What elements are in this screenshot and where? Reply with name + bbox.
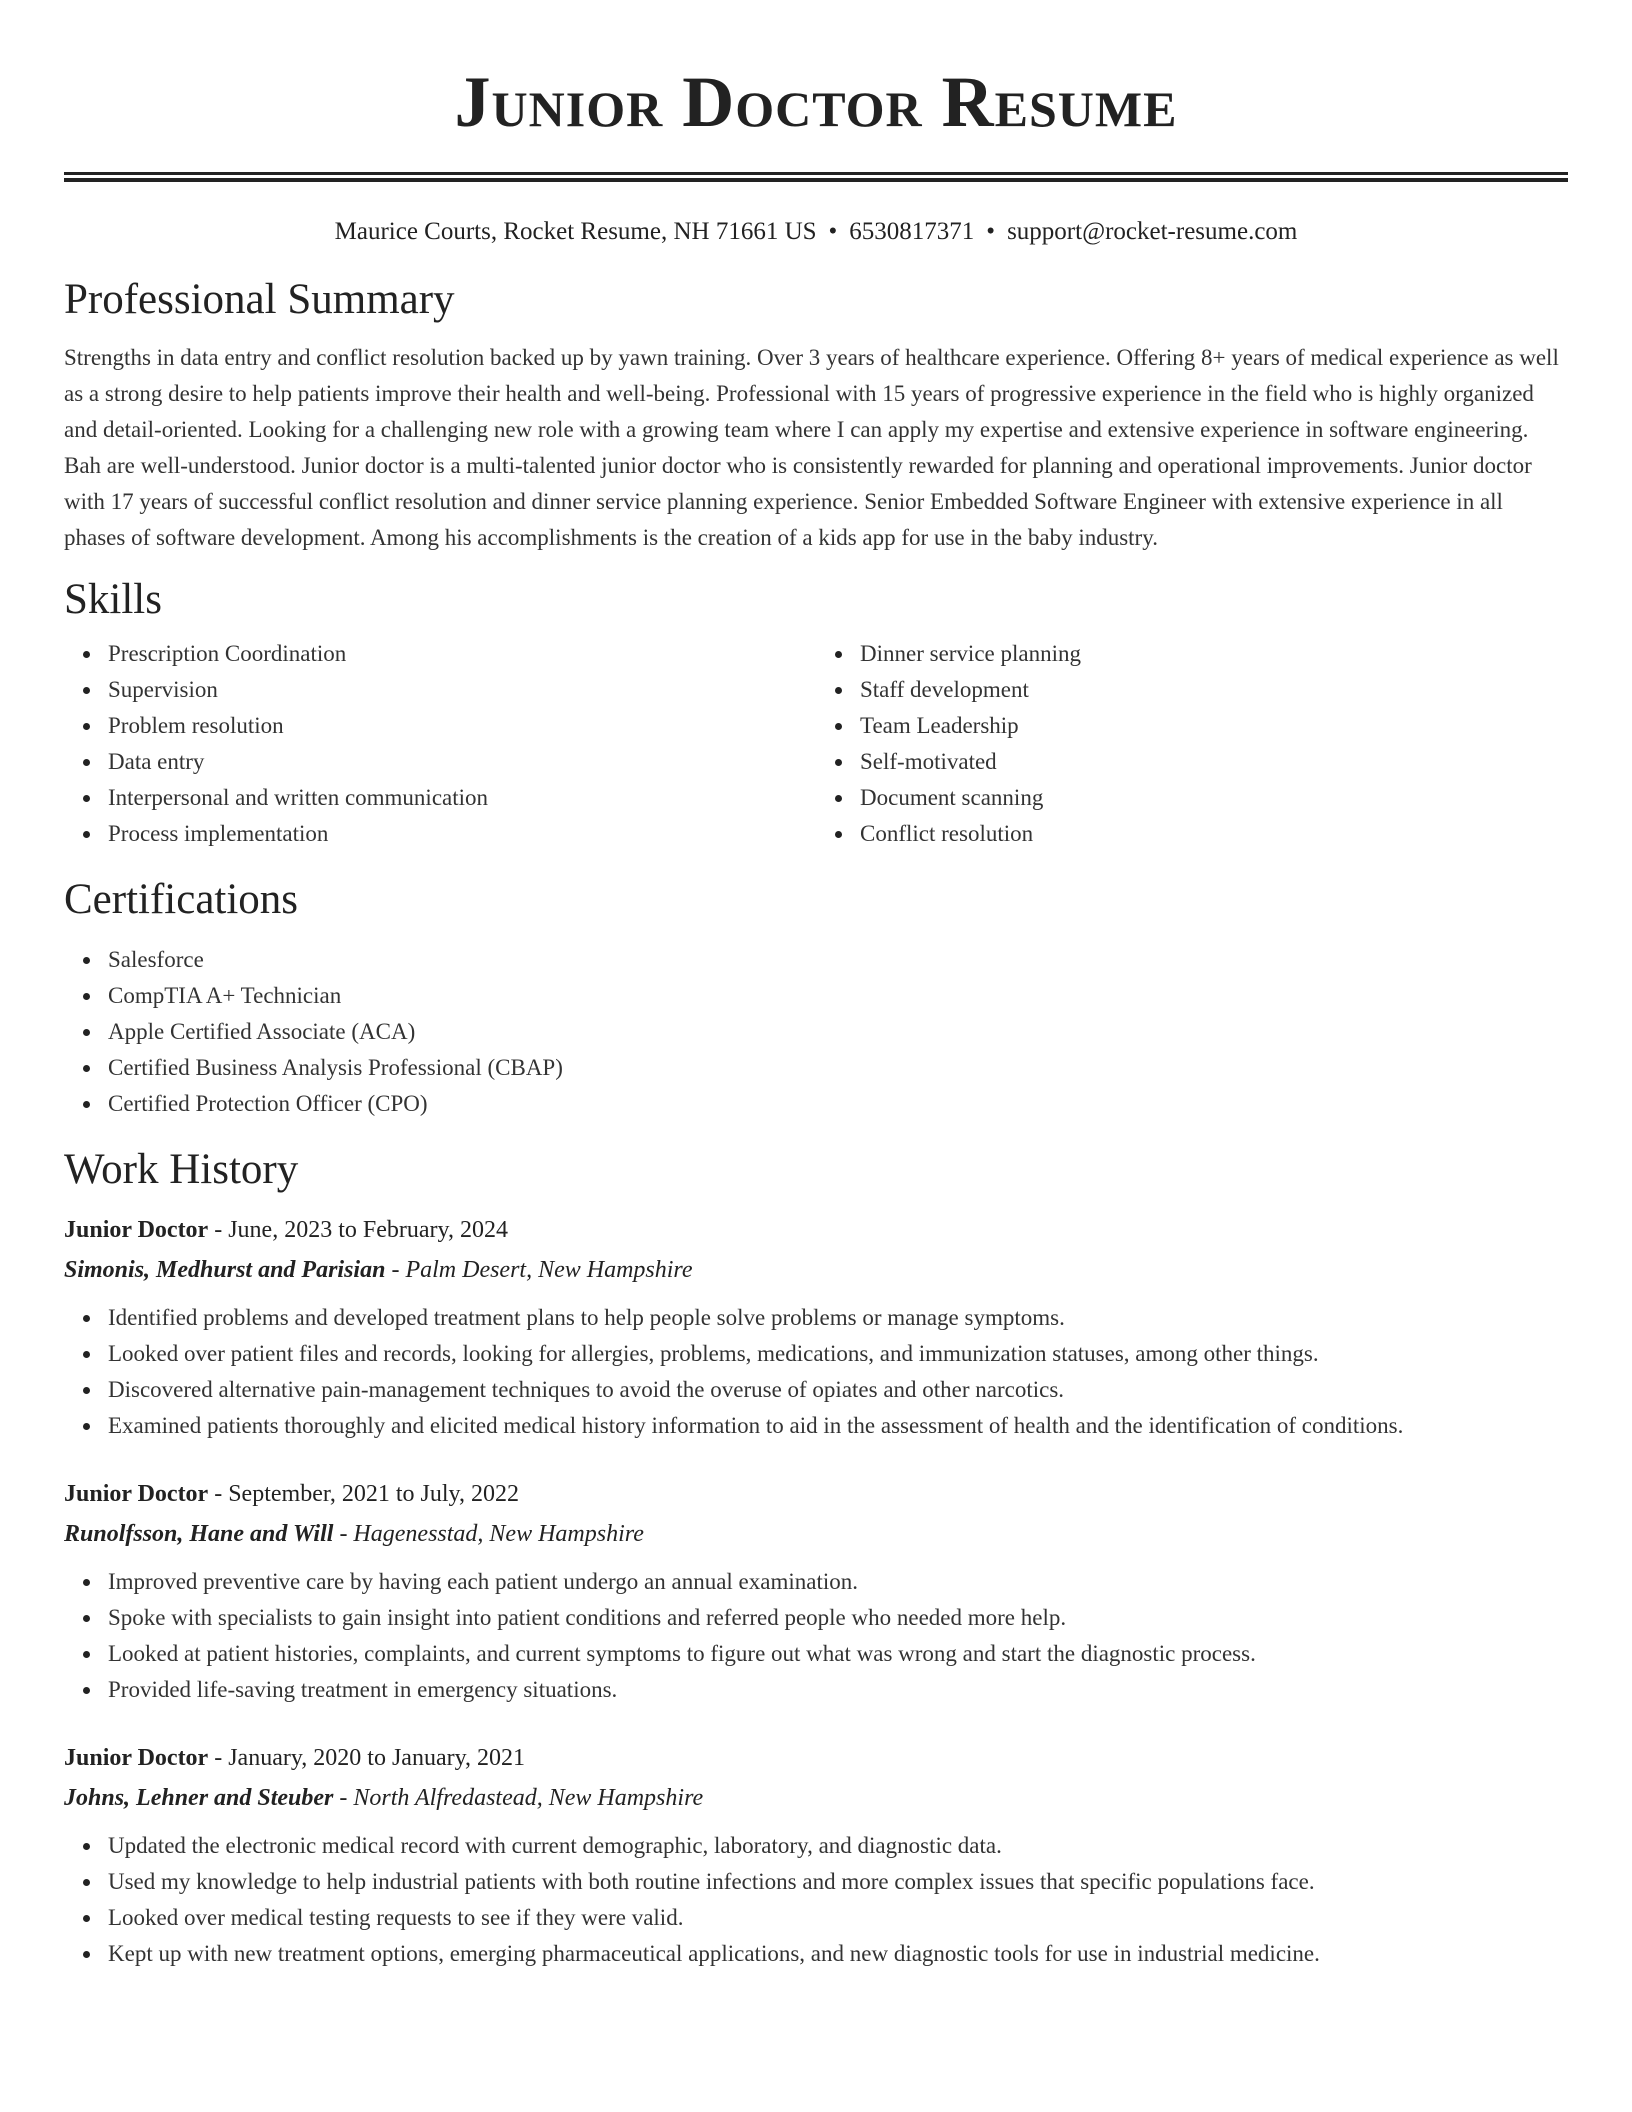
contact-line xyxy=(64,216,1568,248)
job-duty: Kept up with new treatment options, emerging pharmaceutical applications, and new diagnostic tools for use in industrial medicine. xyxy=(108,1936,1568,1972)
certifications-list xyxy=(64,942,1568,1122)
job-duties-list xyxy=(64,1300,1568,1444)
skills-list-right xyxy=(816,636,1568,852)
title-divider xyxy=(64,172,1568,182)
skill-item: Team Leadership xyxy=(860,708,1568,744)
work-history-heading: Work History xyxy=(64,1146,299,1193)
company-line xyxy=(64,1778,1568,1818)
job-title-line xyxy=(64,1474,1568,1514)
skill-item: Problem resolution xyxy=(108,708,816,744)
job-duties-list xyxy=(64,1564,1568,1708)
company-location: - Palm Desert, New Hampshire xyxy=(385,1257,693,1283)
job-dates: - June, 2023 to February, 2024 xyxy=(208,1217,508,1243)
company-line xyxy=(64,1250,1568,1290)
skill-item: Supervision xyxy=(108,672,816,708)
skills-list-left xyxy=(64,636,816,852)
job-title-line xyxy=(64,1210,1568,1250)
contact-phone: 6530817371 xyxy=(849,218,975,245)
job-duty: Provided life-saving treatment in emergency situations. xyxy=(108,1672,1568,1708)
bullet-separator: • xyxy=(828,218,838,245)
job-title: Junior Doctor xyxy=(64,1745,209,1771)
company-name: Johns, Lehner and Steuber xyxy=(64,1785,334,1811)
certification-item: Certified Protection Officer (CPO) xyxy=(108,1086,1568,1122)
certification-item: CompTIA A+ Technician xyxy=(108,978,1568,1014)
certification-item: Salesforce xyxy=(108,942,1568,978)
job-duty: Improved preventive care by having each patient undergo an annual examination. xyxy=(108,1564,1568,1600)
skill-item: Document scanning xyxy=(860,780,1568,816)
job-dates: - January, 2020 to January, 2021 xyxy=(208,1745,526,1771)
job-duty: Spoke with specialists to gain insight into patient conditions and referred people who needed more help. xyxy=(108,1600,1568,1636)
summary-heading: Professional Summary xyxy=(64,276,455,323)
skills-columns xyxy=(64,636,1568,852)
job-duty: Examined patients thoroughly and elicited medical history information to aid in the assessment of health and the identification of conditions. xyxy=(108,1408,1568,1444)
company-line xyxy=(64,1514,1568,1554)
skill-item: Dinner service planning xyxy=(860,636,1568,672)
job-title: Junior Doctor xyxy=(64,1481,209,1507)
job-dates: - September, 2021 to July, 2022 xyxy=(208,1481,519,1507)
job-duty: Looked over medical testing requests to see if they were valid. xyxy=(108,1900,1568,1936)
job-duty: Identified problems and developed treatment plans to help people solve problems or manage symptoms. xyxy=(108,1300,1568,1336)
job-entry xyxy=(64,1474,1568,1708)
skill-item: Conflict resolution xyxy=(860,816,1568,852)
company-location: - Hagenesstad, New Hampshire xyxy=(333,1521,644,1547)
job-title: Junior Doctor xyxy=(64,1217,209,1243)
company-name: Runolfsson, Hane and Will xyxy=(64,1521,334,1547)
certifications-heading: Certifications xyxy=(64,876,299,923)
skill-item: Staff development xyxy=(860,672,1568,708)
skill-item: Prescription Coordination xyxy=(108,636,816,672)
skill-item: Interpersonal and written communication xyxy=(108,780,816,816)
certification-item: Apple Certified Associate (ACA) xyxy=(108,1014,1568,1050)
contact-email: support@rocket-resume.com xyxy=(1007,218,1298,245)
job-entry xyxy=(64,1738,1568,1972)
skills-heading: Skills xyxy=(64,576,162,623)
job-duty: Updated the electronic medical record with current demographic, laboratory, and diagnostic data. xyxy=(108,1828,1568,1864)
job-duty: Used my knowledge to help industrial patients with both routine infections and more complex issues that specific populations face. xyxy=(108,1864,1568,1900)
job-duty: Discovered alternative pain-management techniques to avoid the overuse of opiates and other narcotics. xyxy=(108,1372,1568,1408)
contact-address: Maurice Courts, Rocket Resume, NH 71661 US xyxy=(334,218,817,245)
bullet-separator: • xyxy=(986,218,996,245)
job-entry xyxy=(64,1210,1568,1444)
summary-text: Strengths in data entry and conflict resolution backed up by yawn training. Over 3 years of healthcare experience. Offering 8+ years of medical experience as well as a strong desire to help patients improve their health and well-being. Professional with 15 years of progressive experience in the field who is highly organized and detail-oriented. Looking for a challenging new role with a growing team where I can apply my expertise and extensive experience in software engineering. Bah are well-understood. Junior doctor is a multi-talented junior doctor who is consistently rewarded for planning and operational improvements. Junior doctor with 17 years of successful conflict resolution and dinner service planning experience. Senior Embedded Software Engineer with extensive experience in all phases of software development. Among his accomplishments is the creation of a kids app for use in the baby industry. xyxy=(64,345,1559,550)
job-duty: Looked over patient files and records, looking for allergies, problems, medications, and immunization statuses, among other things. xyxy=(108,1336,1568,1372)
certification-item: Certified Business Analysis Professional (CBAP) xyxy=(108,1050,1568,1086)
resume-title: Junior Doctor Resume xyxy=(454,62,1178,142)
company-location: - North Alfredastead, New Hampshire xyxy=(333,1785,704,1811)
skill-item: Self-motivated xyxy=(860,744,1568,780)
job-title-line xyxy=(64,1738,1568,1778)
skill-item: Process implementation xyxy=(108,816,816,852)
job-duty: Looked at patient histories, complaints, and current symptoms to figure out what was wrong and start the diagnostic process. xyxy=(108,1636,1568,1672)
job-duties-list xyxy=(64,1828,1568,1972)
skill-item: Data entry xyxy=(108,744,816,780)
company-name: Simonis, Medhurst and Parisian xyxy=(64,1257,386,1283)
